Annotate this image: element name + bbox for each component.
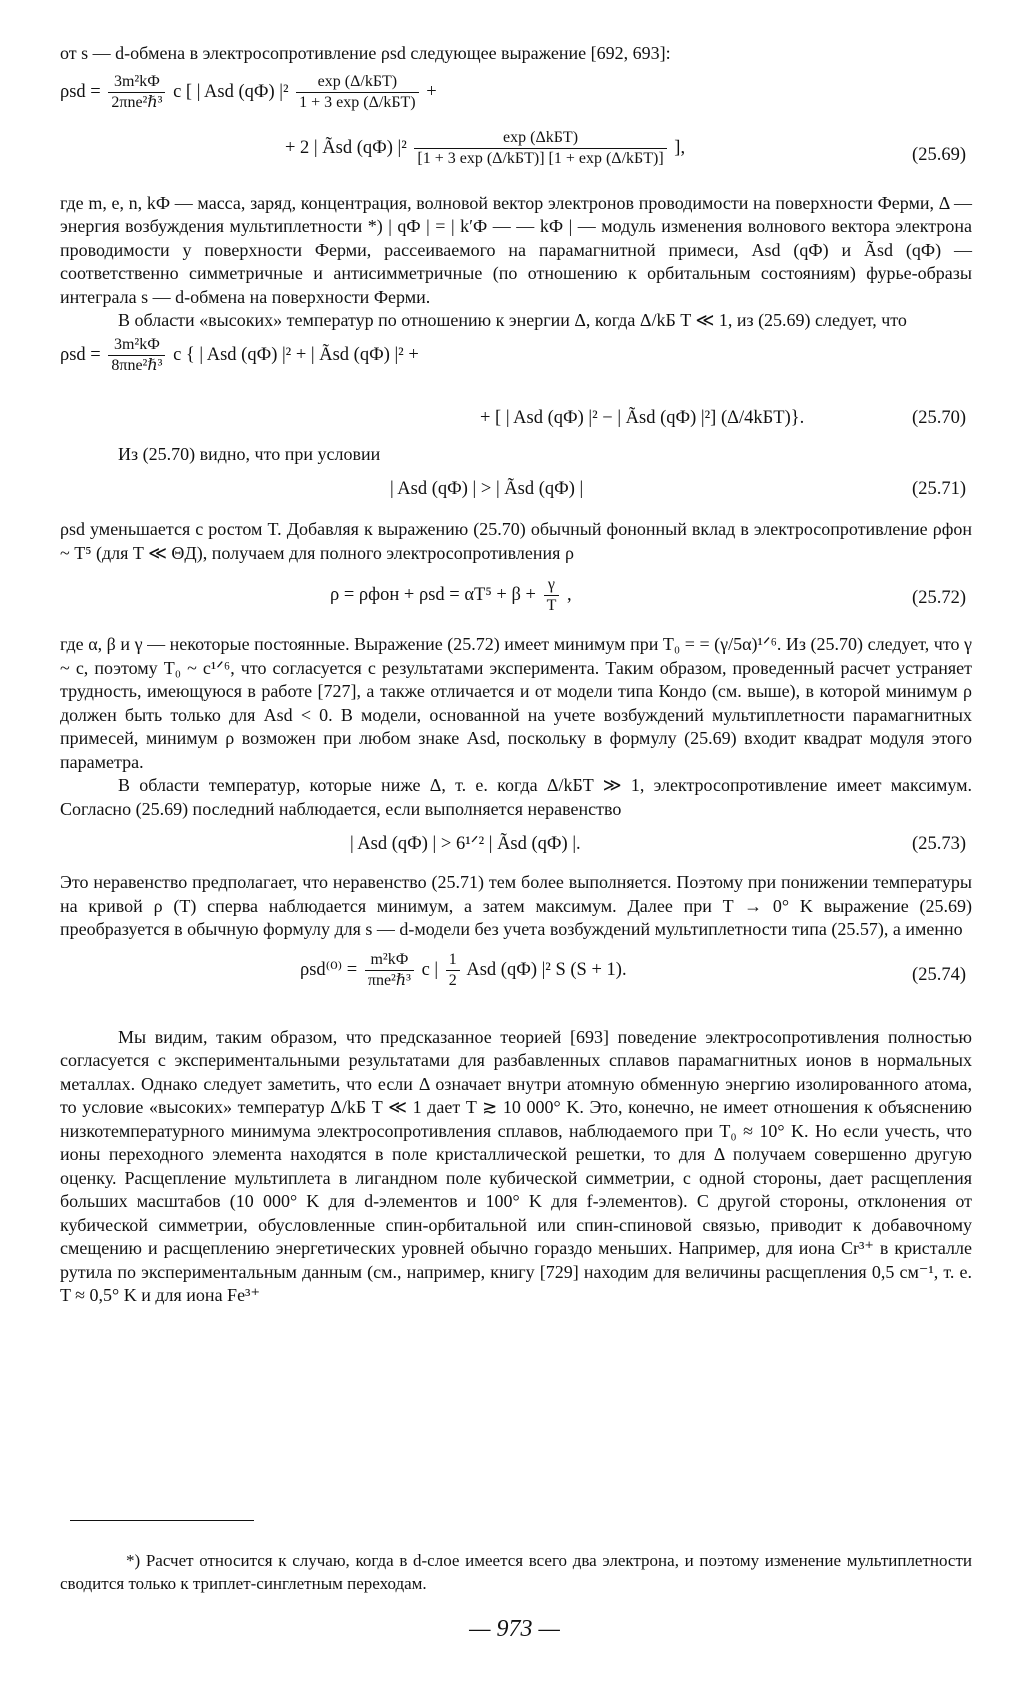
- eq-lhs: ρsd =: [60, 81, 101, 102]
- coefficient-fraction: $\frac{\text{3m²kФ}}{\text{8πne²ℏ³}}$: [108, 335, 165, 376]
- equation-number: (25.71): [912, 479, 966, 499]
- equation-number: (25.70): [912, 407, 966, 428]
- paragraph: ρsd уменьшается с ростом T. Добавляя к выражению (25.70) обычный фононный вклад в электросопротивление ρфон ~ T⁵ (для T ≪ ΘД), получаем для полного электросопротивления ρ: [60, 519, 972, 563]
- equation-number: (25.69): [912, 144, 966, 165]
- paragraph: В области температур, которые ниже Δ, т. е. когда Δ/kБT ≫ 1, электросопротивление имеет максимум. Согласно (25.69) последний наблюдается, если выполняется неравенство: [60, 775, 972, 819]
- equation-number: (25.74): [912, 964, 966, 985]
- paragraph: В области «высоких» температур по отношению к энергии Δ, когда Δ/kБ T ≪ 1, из (25.69) следует, что: [118, 310, 907, 330]
- coefficient-fraction: $\frac{\text{m²kФ}}{\text{πne²ℏ³}}$: [365, 950, 414, 991]
- equation-25-71: | Asd (qФ) | > | Ãsd (qФ) | (25.71): [60, 470, 972, 510]
- gamma-over-t-fraction: $\frac{\gamma}{T}$: [544, 575, 560, 616]
- equation-25-72: ρ = ρфон + ρsd = αT⁵ + β + $\frac{\gamma}{T}$ , (25.72): [330, 576, 966, 614]
- footnote: *) Расчет относится к случаю, когда в d-слое имеется всего два электрона, и поэтому изменение мультиплетности сводится только к триплет-синглетным переходам.: [60, 1551, 972, 1593]
- equation-25-73: | Asd (qФ) | > 6¹ᐟ² | Ãsd (qФ) |. (25.73): [60, 825, 972, 867]
- page-number: — 973 —: [469, 1616, 560, 1642]
- paragraph: от s — d-обмена в электросопротивление ρsd следующее выражение [692, 693]:: [60, 43, 671, 63]
- page-body: [60, 42, 972, 1308]
- equation-number: (25.73): [912, 834, 966, 854]
- equation-25-69: ρsd = $\frac{\text{3m²kФ}}{\text{2πne²ℏ³}}$ c [ | Asd (qФ) |² $\frac{\text{exp (Δ/kБT)}}{\text{1 + 3 exp (Δ/kБT)}}$ + + 2 | Ãsd (qФ) |² $\frac{\text{exp (ΔkБT)}}{\text{[1 + 3 exp (Δ/kБT)] [1 + exp (Δ/kБT)]}}$ ], (25.69): [60, 72, 966, 167]
- footnote-rule: [70, 1520, 254, 1521]
- equation-25-74: ρsd⁽⁰⁾ = $\frac{\text{m²kФ}}{\text{πne²ℏ³}}$ c | $\frac{1}{2}$ Asd (qФ) |² S (S + 1). (25.74): [300, 950, 966, 989]
- coefficient-fraction: $\frac{\text{3m²kФ}}{\text{2πne²ℏ³}}$: [108, 72, 165, 113]
- paragraph: где α, β и γ — некоторые постоянные. Выражение (25.72) имеет минимум при T₀ = = (γ/5α)¹ᐟ⁶. Из (25.70) следует, что γ ~ c, поэтому T₀ ~ c¹ᐟ⁶, что согласуется с результатами эксперимента. Таким образом, проведенный расчет устраняет трудность, имеющуюся в работе [727], а также отличается и от модели типа Кондо (см. выше), в которой минимум ρ должен быть только для Asd < 0. В модели, основанной на учете возбуждений мультиплетности парамагнитных примесей, минимум ρ возможен при любом знаке Asd, поскольку в формулу (25.69) входит квадрат модуля этого параметра.: [60, 634, 973, 772]
- exp-fraction: $\frac{\text{exp (ΔkБT)}}{\text{[1 + 3 exp (Δ/kБT)] [1 + exp (Δ/kБT)]}}$: [414, 128, 666, 169]
- paragraph: Мы видим, таким образом, что предсказанное теорией [693] поведение электросопротивления полностью согласуется с экспериментальными результатами для разбавленных сплавов парамагнитных ионов в нормальных металлах. Однако следует заметить, что если Δ означает внутри атомную обменную энергию изолированного атома, то условие «высоких» температур Δ/kБ T ≪ 1 дает T ≳ 10 000° K. Это, конечно, не имеет отношения к объяснению низкотемпературного минимума электросопротивления сплавов, наблюдаемого при T₀ ≈ 10° K. Но если учесть, что ионы переходного элемента находятся в поле кристаллической решетки, то для Δ получаем совершенно другую оценку. Расщепление мультиплета в лигандном поле кубической симметрии, с одной стороны, дает расщепления больших масштабов (10 000° K для d-элементов и 100° K для f-элементов). С другой стороны, отклонения от кубической симметрии, обусловленные спин-орбитальной или спин-спиновой связью, приводит к добавочному смещению и расщеплению энергетических уровней обычно гораздо меньших. Например, для иона Cr³⁺ в кристалле рутила по экспериментальным данным (см., например, книгу [729] находим для величины расщепления 0,5 см⁻¹, т. е. T ≈ 0,5° K и для иона Fe³⁺: [60, 1026, 972, 1305]
- exp-fraction: $\frac{\text{exp (Δ/kБT)}}{\text{1 + 3 exp (Δ/kБT)}}$: [296, 72, 418, 113]
- paragraph: где m, e, n, kФ — масса, заряд, концентрация, волновой вектор электронов проводимости на поверхности Ферми, Δ — энергия возбуждения мультиплетности *) | qФ | = | k′Ф — — kФ | — модуль изменения волнового вектора электрона проводимости у поверхности Ферми, рассеиваемого на парамагнитной примеси, Asd (qФ) и Ãsd (qФ) — соответственно симметричные и антисимметричные (по отношению к орбитальным состояниям) фурье-образы интеграла s — d-обмена на поверхности Ферми.: [60, 192, 972, 307]
- equation-number: (25.72): [912, 588, 966, 608]
- equation-25-70: ρsd = $\frac{\text{3m²kФ}}{\text{8πne²ℏ³}}$ c { | Asd (qФ) |² + | Ãsd (qФ) |² + + [ | Asd (qФ) |² − | Ãsd (qФ) |²] (Δ/4kБT)}. (25.70): [60, 335, 972, 439]
- one-half-fraction: $\frac{1}{2}$: [446, 950, 460, 991]
- paragraph: Это неравенство предполагает, что неравенство (25.71) тем более выполняется. Поэтому при понижении температуры на кривой ρ (T) сперва наблюдается минимум, а затем максимум. Далее при T → 0° K выражение (25.69) преобразуется в обычную формулу для s — d-модели без учета возбуждений мультиплетности типа (25.57), а именно: [60, 872, 972, 939]
- paragraph: Из (25.70) видно, что при условии: [118, 443, 381, 464]
